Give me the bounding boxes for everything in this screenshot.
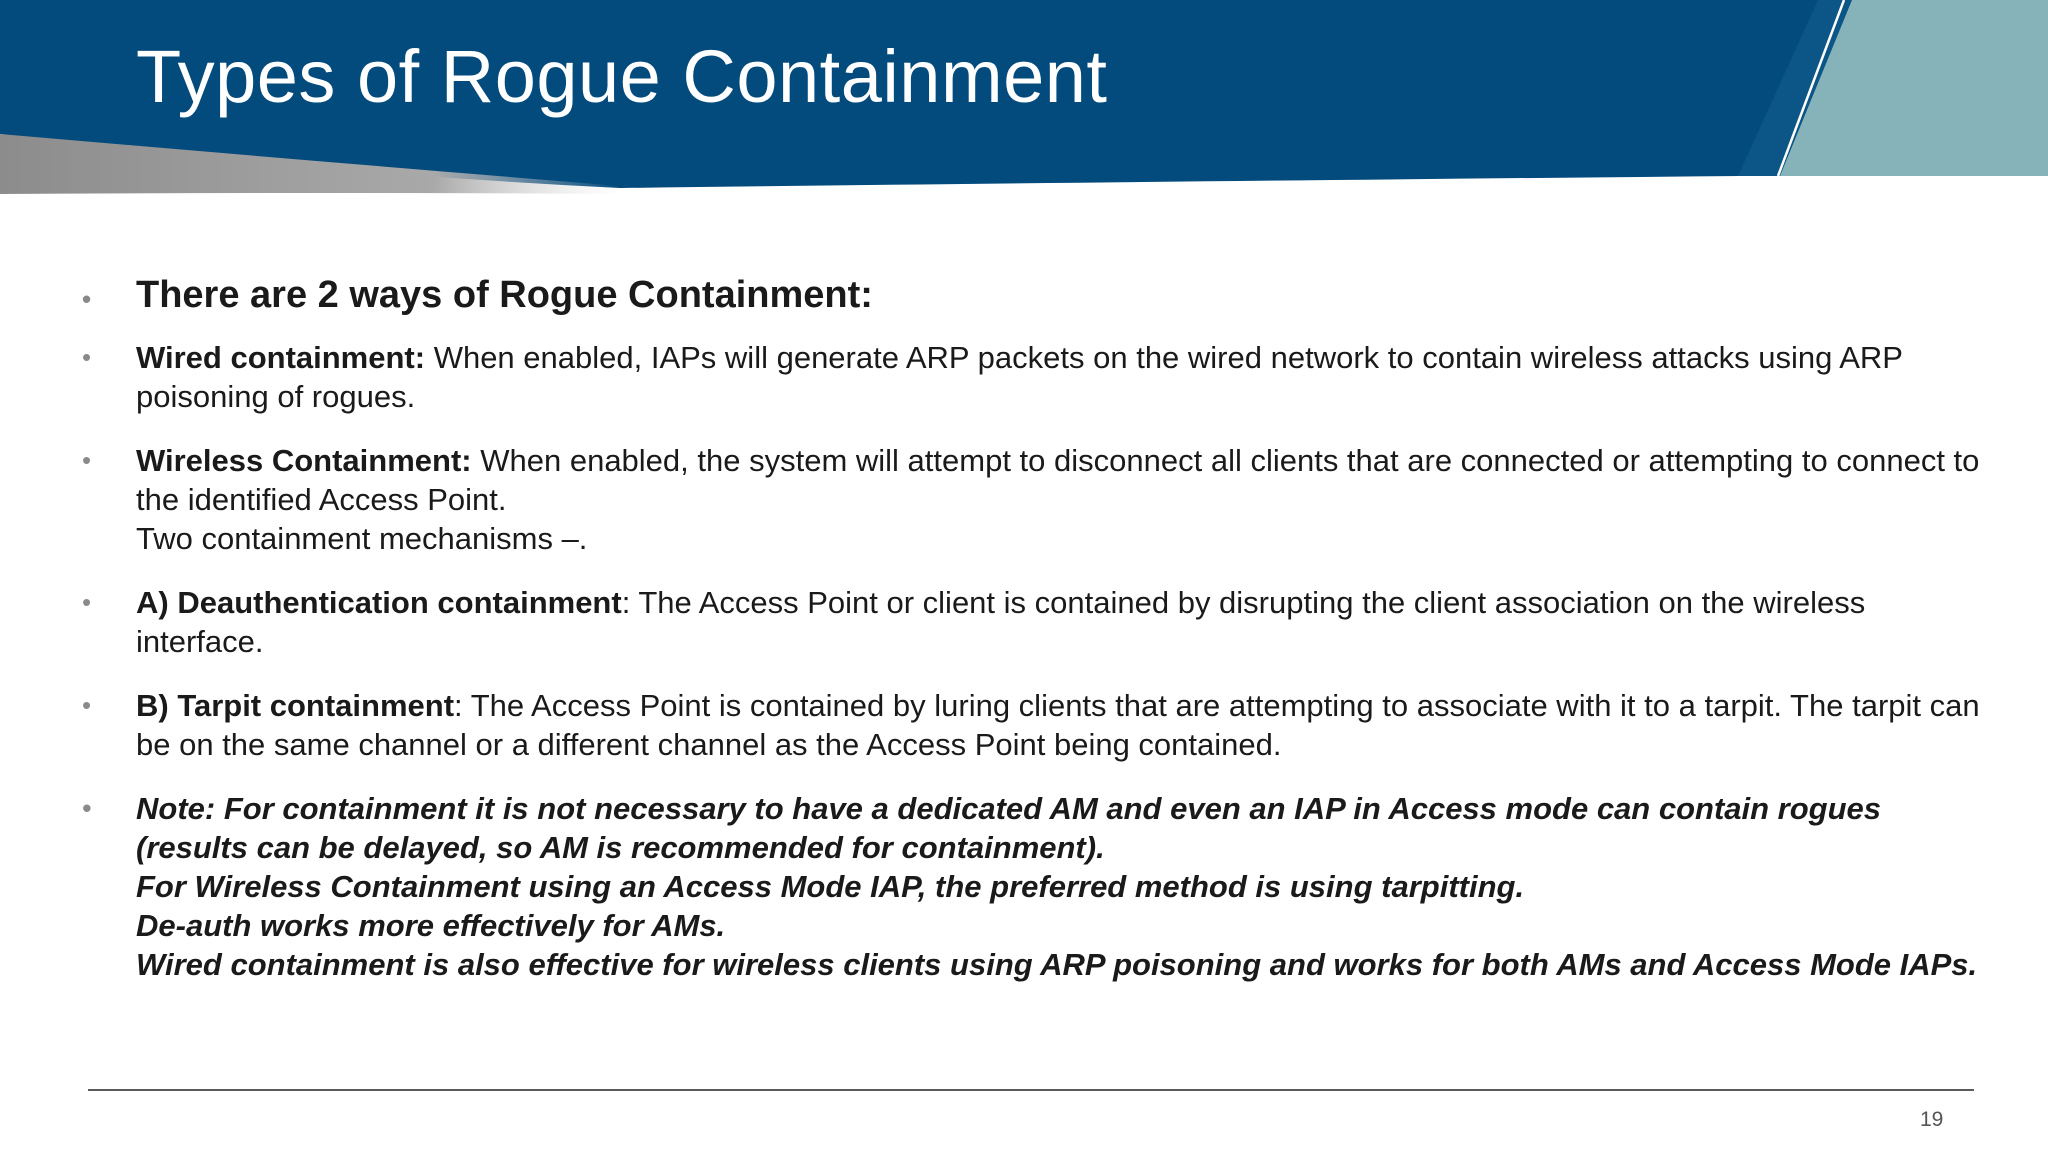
bullet-wired-label: Wired containment:	[136, 340, 426, 375]
footer-divider	[88, 1089, 1974, 1091]
bullet-wired-text: When enabled, IAPs will generate ARP packets on the wired network to contain wireless attacks using ARP poisoning of rogues.	[136, 340, 1903, 414]
bullet-note-line2: For Wireless Containment using an Access Mode IAP, the preferred method is using tarpitting.	[136, 869, 1525, 904]
bullet-note	[82, 789, 1992, 984]
bullet-dot: •	[82, 793, 92, 823]
bullet-deauth	[82, 583, 1992, 661]
bullet-wireless-text: When enabled, the system will attempt to disconnect all clients that are connected or attempting to connect to the identified Access Point.	[136, 443, 1980, 517]
bullet-tarpit-text: : The Access Point is contained by luring clients that are attempting to associate with it to a tarpit. The tarpit can be on the same channel or a different channel as the Access Point being contained.	[136, 688, 1980, 762]
bullet-dot: •	[82, 284, 92, 314]
bullet-dot: •	[82, 587, 92, 617]
bullet-note-line4: Wired containment is also effective for wireless clients using ARP poisoning and works for both AMs and Access Mode IAPs.	[136, 947, 1978, 982]
bullet-tarpit-label: B) Tarpit containment	[136, 688, 455, 723]
bullet-deauth-text: : The Access Point or client is contained by disrupting the client association on the wireless interface.	[136, 585, 1866, 659]
bullet-dot: •	[82, 445, 92, 475]
bullet-dot: •	[82, 690, 92, 720]
slide-title: Types of Rogue Containment	[136, 35, 1108, 118]
bullet-list	[82, 272, 1992, 1009]
bullet-wired	[82, 338, 1992, 416]
slide-header	[0, 0, 2048, 200]
bullet-wireless-label: Wireless Containment:	[136, 443, 472, 478]
bullet-wireless-line1	[136, 441, 1992, 519]
bullet-deauth-label: A) Deauthentication containment	[136, 585, 622, 620]
bullet-note-line3: De-auth works more effectively for AMs.	[136, 908, 726, 943]
bullet-wireless	[82, 441, 1992, 558]
bullet-dot: •	[82, 342, 92, 372]
bullet-note-line1: Note: For containment it is not necessary to have a dedicated AM and even an IAP in Access mode can contain rogues (results can be delayed, so AM is recommended for containment).	[136, 791, 1882, 865]
bullet-intro	[82, 272, 1992, 318]
bullet-wireless-line2: Two containment mechanisms –.	[136, 521, 588, 556]
page-number: 19	[1920, 1108, 1944, 1131]
bullet-tarpit	[82, 686, 1992, 764]
bullet-intro-text: There are 2 ways of Rogue Containment:	[136, 274, 873, 316]
